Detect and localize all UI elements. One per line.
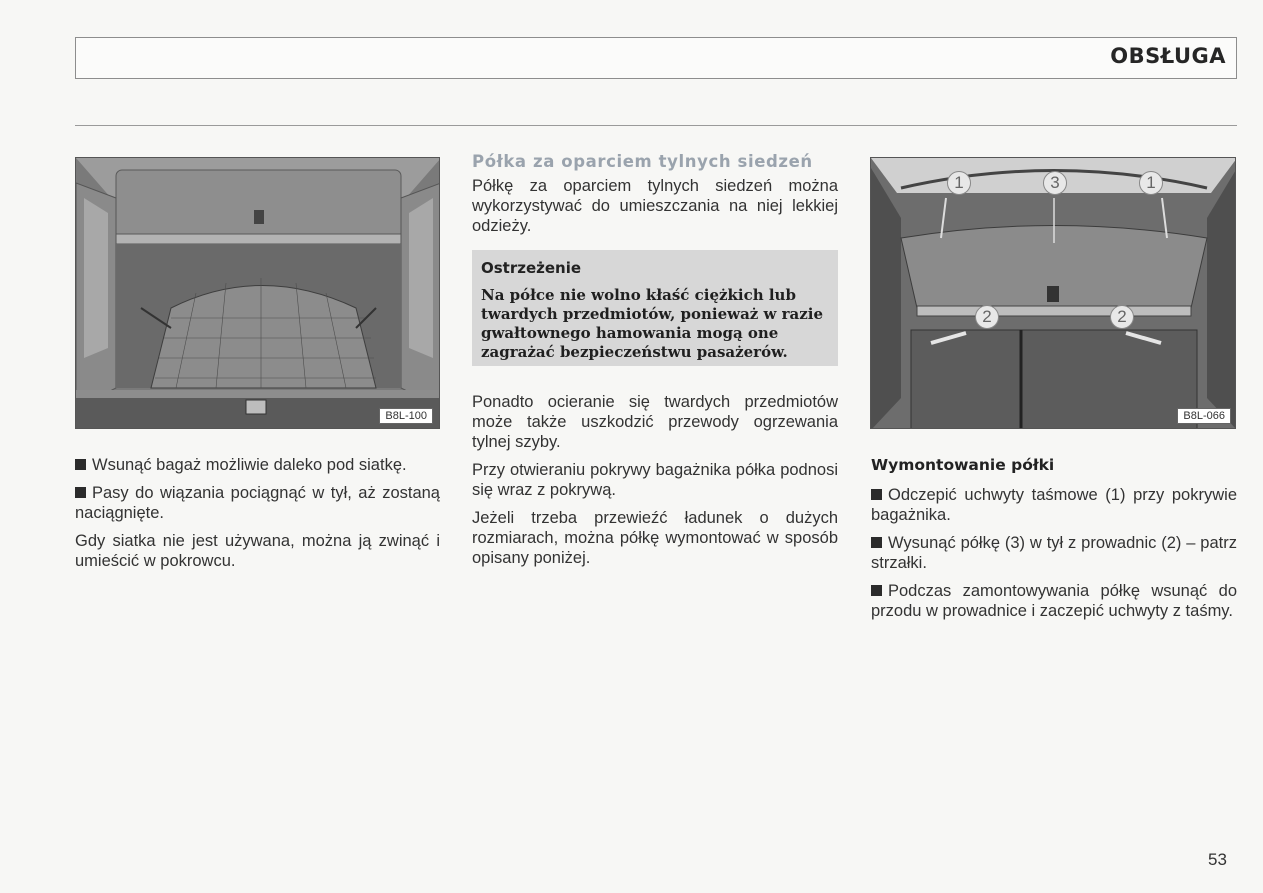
figure-label: B8L-100 — [379, 408, 433, 424]
paragraph: Gdy siatka nie jest używana, można ją zwinąć i umieścić w pokrowcu. — [75, 532, 440, 570]
callout-3: 3 — [1043, 171, 1067, 195]
paragraph — [871, 485, 1237, 525]
square-bullet-icon — [75, 459, 86, 470]
subheading: Wymontowanie półki — [871, 456, 1055, 474]
callout-2-left: 2 — [975, 305, 999, 329]
left-column — [75, 455, 440, 579]
paragraph-text: Wysunąć półkę (3) w tył z prowadnic (2) – patrz strzałki. — [871, 534, 1237, 572]
paragraph: Przy otwieraniu pokrywy bagażnika półka podnosi się wraz z pokrywą. — [472, 461, 838, 499]
parcel-shelf-illustration — [871, 158, 1236, 429]
callout-1-left: 1 — [947, 171, 971, 195]
paragraph: Jeżeli trzeba przewieźć ładunek o dużych rozmiarach, można półkę wymontować w sposób opisany poniżej. — [472, 509, 838, 567]
paragraph-text: Odczepić uchwyty taśmowe (1) przy pokrywie bagażnika. — [871, 486, 1237, 524]
warning-box — [472, 250, 838, 366]
header-rule — [75, 125, 1237, 126]
callout-2-right: 2 — [1110, 305, 1134, 329]
section-title: OBSŁUGA — [1110, 44, 1226, 68]
right-column — [871, 455, 1237, 629]
square-bullet-icon — [871, 585, 882, 596]
warning-title: Ostrzeżenie — [481, 259, 582, 277]
paragraph: Ponadto ocieranie się twardych przedmiotów może także uszkodzić przewody ogrzewania tylnej szyby. — [472, 393, 838, 451]
figure-parcel-shelf — [870, 157, 1236, 429]
paragraph — [871, 533, 1237, 573]
paragraph — [75, 455, 440, 475]
square-bullet-icon — [75, 487, 86, 498]
paragraph-text: Wsunąć bagaż możliwie daleko pod siatkę. — [92, 456, 407, 474]
page-number: 53 — [1208, 850, 1227, 869]
figure-trunk-net — [75, 157, 440, 429]
square-bullet-icon — [871, 537, 882, 548]
warning-text: Na półce nie wolno kłaść ciężkich lub twardych przedmiotów, ponieważ w razie gwałtownego hamowania mogą one zagrażać bezpieczeństwu pasażerów. — [481, 286, 824, 361]
header-box — [75, 37, 1237, 79]
trunk-net-illustration — [76, 158, 440, 429]
square-bullet-icon — [871, 489, 882, 500]
paragraph — [871, 581, 1237, 621]
intro-paragraph: Półkę za oparciem tylnych siedzeń można wykorzystywać do umieszczania na niej lekkiej odzieży. — [472, 177, 838, 235]
middle-column — [472, 152, 838, 576]
section-heading: Półka za oparciem tylnych siedzeń — [472, 152, 813, 171]
paragraph-text: Podczas zamontowywania półkę wsunąć do przodu w prowadnice i zaczepić uchwyty z taśmy. — [871, 582, 1237, 620]
paragraph-text: Pasy do wiązania pociągnąć w tył, aż zostaną naciągnięte. — [75, 484, 440, 522]
callout-1-right: 1 — [1139, 171, 1163, 195]
paragraph — [75, 483, 440, 523]
figure-label: B8L-066 — [1177, 408, 1231, 424]
